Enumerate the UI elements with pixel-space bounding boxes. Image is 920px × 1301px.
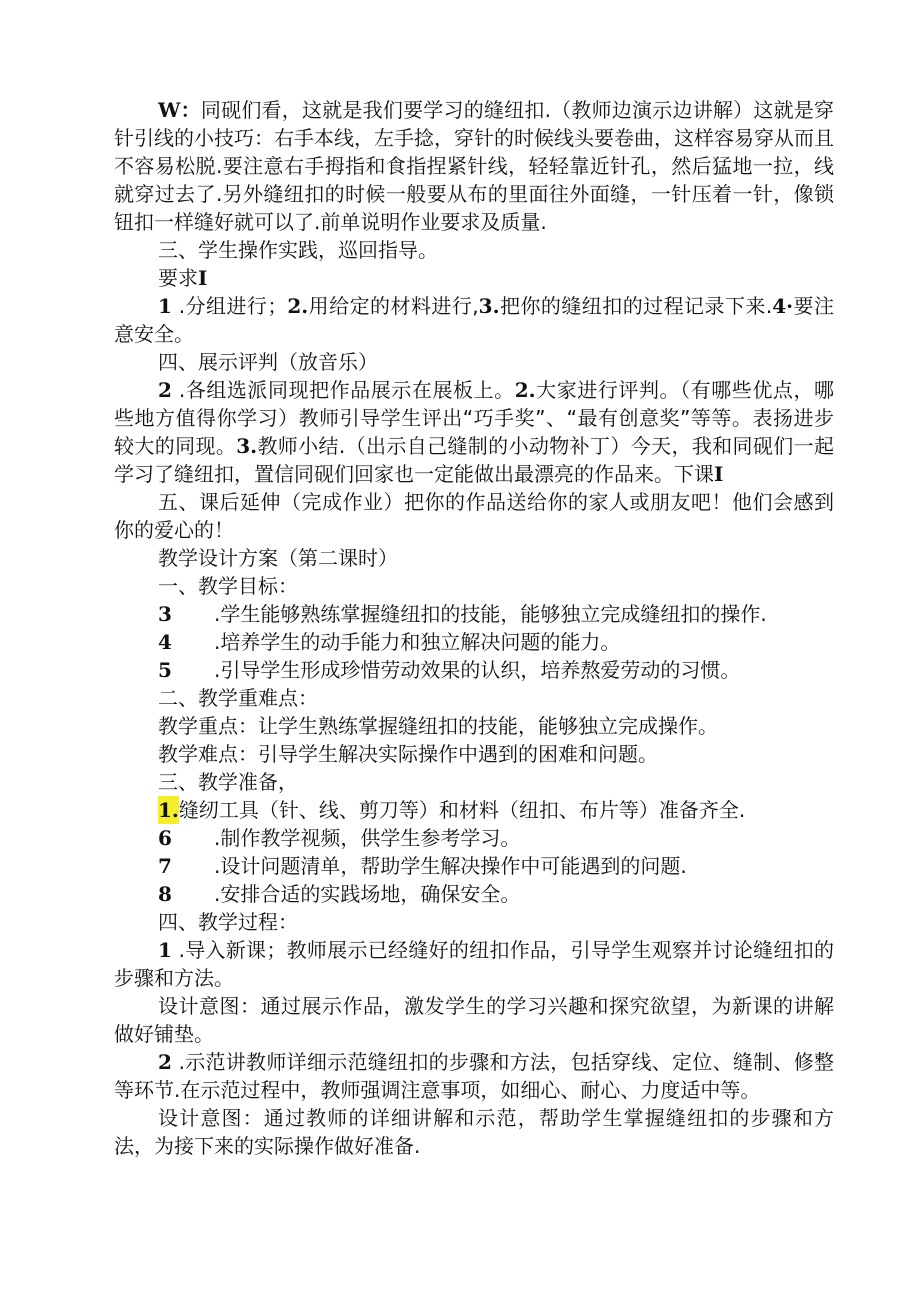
requirements-text: 要求 xyxy=(158,266,198,290)
requirements-mark: I xyxy=(198,266,208,290)
prep-list xyxy=(114,824,834,908)
prep-text: 缝纫工具（针、线、剪刀等）和材料（纽扣、布片等）准备齐全. xyxy=(178,798,746,822)
req-num-2: 2. xyxy=(287,294,309,318)
process-step-1 xyxy=(114,936,834,992)
process-text-2: .示范讲教师详细示范缝纽扣的步骤和方法，包括穿线、定位、缝制、修整等环节.在示范过程中，教师强调注意事项，如细心、耐心、力度适中等。 xyxy=(114,1050,834,1102)
speaker-label: W： xyxy=(158,98,201,122)
prep-number: 8 xyxy=(158,882,172,906)
goal-item xyxy=(114,656,834,684)
paragraph-teacher-demo xyxy=(114,96,834,236)
design-intent-2: 设计意图：通过教师的详细讲解和示范，帮助学生掌握缝纽扣的步骤和方法，为接下来的实际操作做好准备. xyxy=(114,1106,834,1158)
show-num-2: 2. xyxy=(514,378,536,402)
heading-practice: 三、学生操作实践，巡回指导。 xyxy=(158,238,438,262)
process-step-2 xyxy=(114,1048,834,1104)
req-num-1: 1 xyxy=(158,294,172,318)
show-text-2: 大家进行评判。（有哪些优点，哪些地方值得你学习）教师引导学生评出“巧手奖”、“最有创意奖”等等。表扬进步较大的同现。 xyxy=(114,378,835,458)
prep-item xyxy=(114,824,834,852)
show-text-1: .各组选派同现把作品展示在展板上。 xyxy=(171,378,515,402)
prep-item-highlighted xyxy=(114,796,834,824)
req-num-4: 4· xyxy=(772,294,794,318)
goal-number: 3 xyxy=(158,602,172,626)
show-mark: I xyxy=(714,462,724,486)
req-text-1: .分组进行； xyxy=(171,294,288,318)
prep-item xyxy=(114,880,834,908)
process-number-1: 1 xyxy=(158,938,172,962)
goals-list xyxy=(114,600,834,684)
heading-process: 四、教学过程： xyxy=(158,910,298,934)
document-page xyxy=(114,96,834,1160)
paragraph-text: 同砚们看，这就是我们要学习的缝纽扣.（教师边演示边讲解）这就是穿针引线的小技巧：右手本线，左手捻，穿针的时候线头要卷曲，这样容易穿从而且不容易松脱.要注意右手拇指和食指捏紧针线，轻轻靠近针孔，然后猛地一拉，线就穿过去了.另外缝纽扣的时候一般要从布的里面往外面缝，一针压着一针，像锁钮扣一样缝好就可以了.前单说明作业要求及质量. xyxy=(114,98,835,234)
prep-item xyxy=(114,852,834,880)
prep-text: .设计问题清单，帮助学生解决操作中可能遇到的问题. xyxy=(214,854,687,878)
prep-number-highlight: 1. xyxy=(158,798,179,822)
prep-number: 6 xyxy=(158,826,172,850)
heading-goals: 一、教学目标： xyxy=(158,574,298,598)
req-num-3: 3. xyxy=(478,294,500,318)
requirements-list xyxy=(114,292,834,348)
req-text-3: 把你的缝纽扣的过程记录下来. xyxy=(499,294,773,318)
goal-item xyxy=(114,600,834,628)
heading-key-points: 二、教学重难点： xyxy=(158,686,318,710)
process-text-1: .导入新课；教师展示已经缝好的纽扣作品，引导学生观察并讨论缝纽扣的步骤和方法。 xyxy=(114,938,834,990)
heading-preparation: 三、教学准备， xyxy=(158,770,298,794)
req-text-4: 要注意安全。 xyxy=(114,294,835,346)
goal-text: .引导学生形成珍惜劳动效果的认织，培养熬爱劳动的习惯。 xyxy=(214,658,741,682)
req-text-2: 用给定的材料进行, xyxy=(308,294,479,318)
prep-text: .安排合适的实践场地，确保安全。 xyxy=(214,882,521,906)
show-num-3: 3. xyxy=(236,434,258,458)
difficult-point: 教学难点：引导学生解决实际操作中遇到的困难和问题。 xyxy=(158,742,658,766)
requirements-label xyxy=(114,264,834,292)
design-intent-1: 设计意图：通过展示作品，激发学生的学习兴趣和探究欲望，为新课的讲解做好铺垫。 xyxy=(114,994,834,1046)
prep-number: 7 xyxy=(158,854,172,878)
heading-extension: 五、课后延伸（完成作业）把你的作品送给你的家人或朋友吧！他们会感到你的爱心的！ xyxy=(114,490,834,542)
show-text-3: 教师小结.（出示自己缝制的小动物补丁）今天，我和同砚们一起学习了缝纽扣，置信同砚们回家也一定能做出最漂亮的作品来。下课 xyxy=(114,434,834,486)
design-title: 教学设计方案（第二课时） xyxy=(158,546,398,570)
process-number-2: 2 xyxy=(158,1050,172,1074)
heading-showcase: 四、展示评判（放音乐） xyxy=(158,350,378,374)
prep-text: .制作教学视频，供学生参考学习。 xyxy=(214,826,521,850)
goal-item xyxy=(114,628,834,656)
show-num-1: 2 xyxy=(158,378,172,402)
goal-text: .学生能够熟练掌握缝纽扣的技能，能够独立完成缝纽扣的操作. xyxy=(214,602,767,626)
key-point: 教学重点：让学生熟练掌握缝纽扣的技能，能够独立完成操作。 xyxy=(158,714,718,738)
goal-text: .培养学生的动手能力和独立解决问题的能力。 xyxy=(214,630,621,654)
goal-number: 4 xyxy=(158,630,172,654)
showcase-paragraph xyxy=(114,376,834,488)
goal-number: 5 xyxy=(158,658,172,682)
